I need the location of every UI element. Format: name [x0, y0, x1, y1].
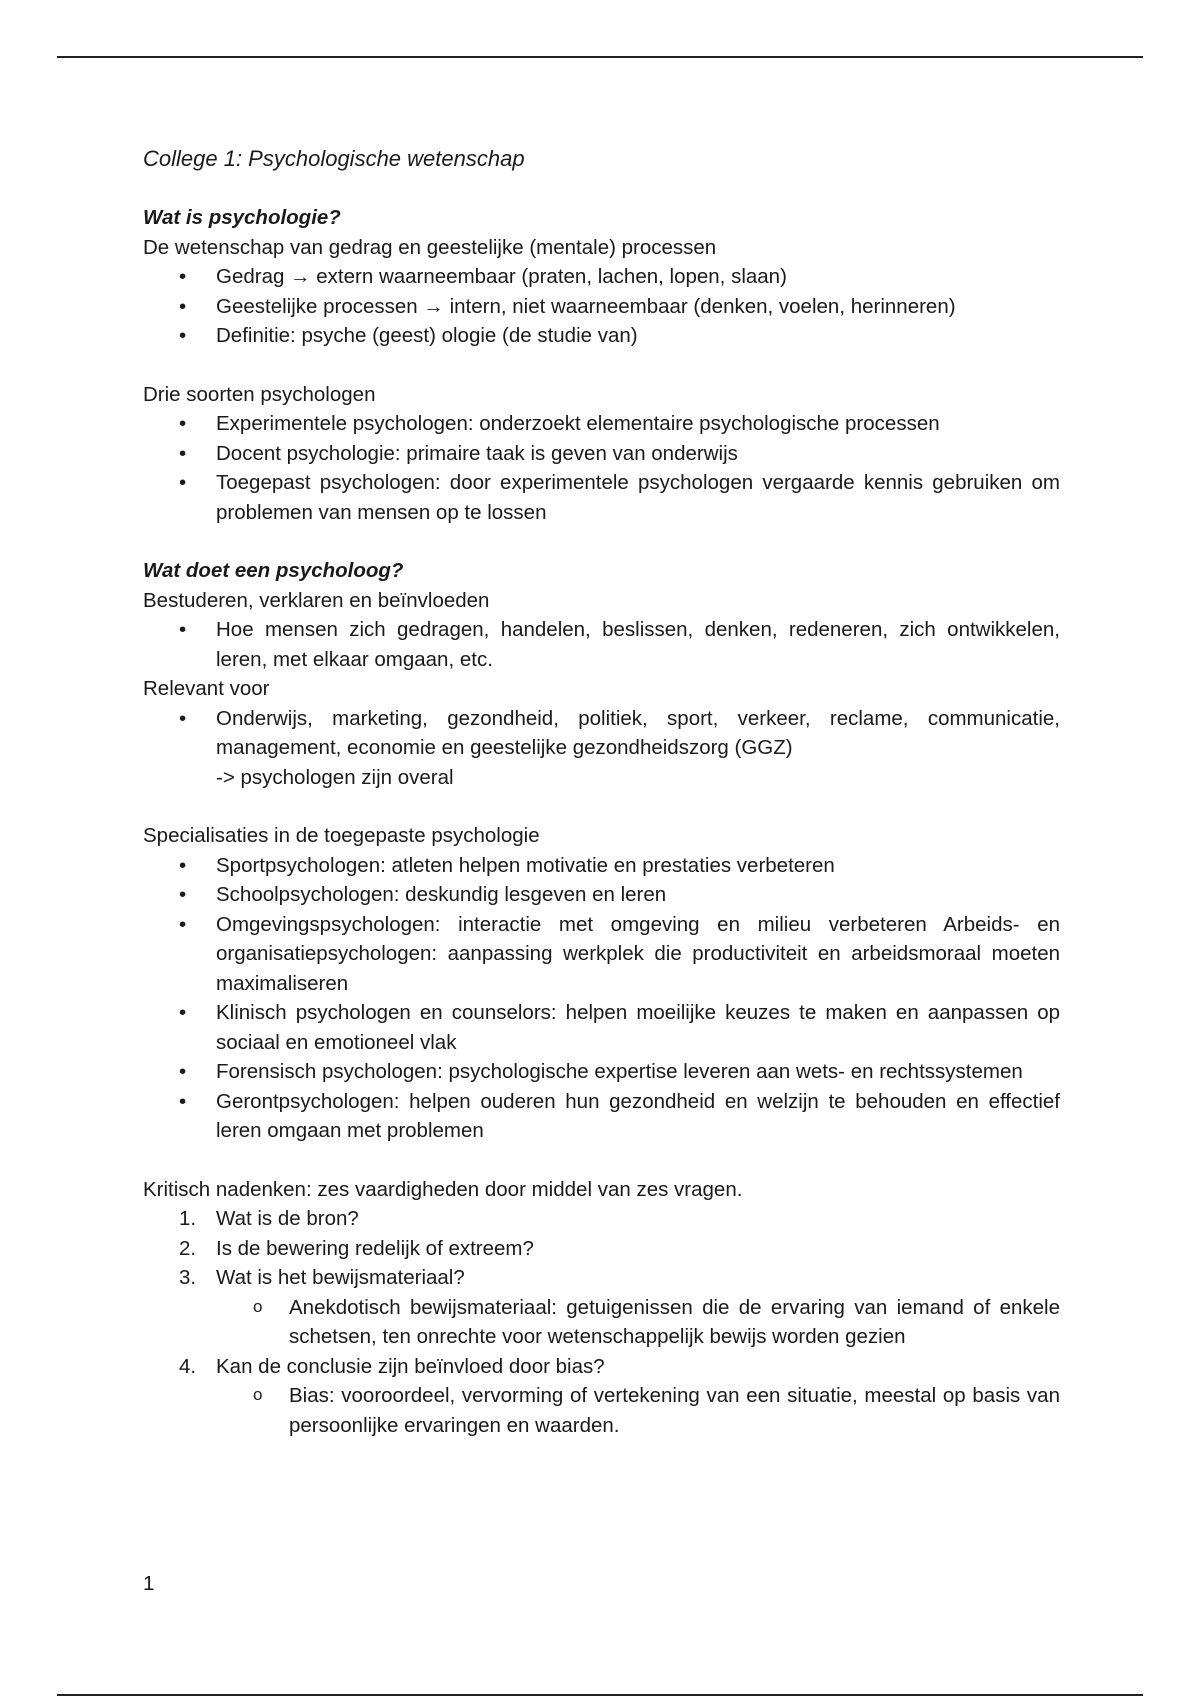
numbered-item	[143, 1352, 1060, 1441]
list-item: • Experimentele psychologen: onderzoekt elementaire psychologische processen	[143, 409, 1060, 439]
numbered-item	[143, 1204, 1060, 1234]
document-title: College 1: Psychologische wetenschap	[143, 146, 525, 171]
numbered-list	[143, 1204, 1060, 1440]
item-number: 1.	[179, 1207, 197, 1230]
section-intro: Specialisaties in de toegepaste psychologie	[143, 824, 540, 847]
item-text: Kan de conclusie zijn beïnvloed door bias?	[216, 1354, 605, 1378]
sub-list	[216, 1293, 1060, 1352]
list-item: • Klinisch psychologen en counselors: helpen moeilijke keuzes te maken en aanpassen op sociaal en emotioneel vlak	[143, 998, 1060, 1057]
sub-list	[216, 1381, 1060, 1440]
page-number: 1	[143, 1572, 155, 1595]
header-rule	[57, 56, 1143, 58]
sub-list-item: o Bias: vooroordeel, vervorming of vertekening van een situatie, meestal op basis van persoonlijke ervaringen en waarden.	[143, 1381, 1060, 1440]
bullet-list	[143, 851, 1060, 1146]
item-text: Is de bewering redelijk of extreem?	[216, 1236, 534, 1260]
bullet-list	[143, 704, 1060, 793]
document-body	[143, 142, 1060, 1440]
list-item	[143, 704, 1060, 793]
section-intro: Bestuderen, verklaren en beïnvloeden	[143, 588, 490, 612]
item-text: Wat is de bron?	[216, 1207, 359, 1230]
list-item: • Sportpsychologen: atleten helpen motivatie en prestaties verbeteren	[143, 851, 1060, 881]
list-item-text: Onderwijs, marketing, gezondheid, politiek, sport, verkeer, reclame, communicatie, management, economie en geestelijke gezondheidszorg (GGZ)	[216, 706, 1060, 759]
list-item: • Forensisch psychologen: psychologische expertise leveren aan wets- en rechtssystemen	[143, 1057, 1060, 1087]
section-heading-wat-is-psychologie: Wat is psychologie?	[143, 206, 341, 229]
list-item: • Hoe mensen zich gedragen, handelen, beslissen, denken, redeneren, zich ontwikkelen, leren, met elkaar omgaan, etc.	[143, 615, 1060, 674]
list-item: • Docent psychologie: primaire taak is geven van onderwijs	[143, 439, 1060, 469]
section-heading-wat-doet-een-psycholoog: Wat doet een psycholoog?	[143, 559, 404, 582]
section-intro: Relevant voor	[143, 677, 270, 700]
footer-rule	[57, 1694, 1143, 1696]
list-item: • Toegepast psychologen: door experimentele psychologen vergaarde kennis gebruiken om problemen van mensen op te lossen	[143, 468, 1060, 527]
section-intro: De wetenschap van gedrag en geestelijke (mentale) processen	[143, 235, 717, 259]
bullet-list	[143, 409, 1060, 527]
section-intro: Kritisch nadenken: zes vaardigheden door middel van zes vragen.	[143, 1177, 743, 1201]
bullet-list	[143, 262, 1060, 351]
item-number: 3.	[179, 1266, 197, 1289]
list-item-note: -> psychologen zijn overal	[216, 765, 454, 789]
list-item: • Gedrag → extern waarneembaar (praten, lachen, lopen, slaan)	[143, 262, 1060, 292]
list-item: • Gerontpsychologen: helpen ouderen hun gezondheid en welzijn te behouden en effectief leren omgaan met problemen	[143, 1087, 1060, 1146]
list-item: • Schoolpsychologen: deskundig lesgeven en leren	[143, 880, 1060, 910]
numbered-item	[143, 1263, 1060, 1352]
section-intro: Drie soorten psychologen	[143, 382, 376, 406]
sub-list-item: o Anekdotisch bewijsmateriaal: getuigenissen die de ervaring van iemand of enkele schetsen, ten onrechte voor wetenschappelijk bewijs worden gezien	[143, 1293, 1060, 1352]
item-number: 4.	[179, 1354, 197, 1378]
bullet-list	[143, 615, 1060, 674]
list-item: • Omgevingspsychologen: interactie met omgeving en milieu verbeteren Arbeids- en organisatiepsychologen: aanpassing werkplek die productiviteit en arbeidsmoraal moeten maximaliseren	[143, 910, 1060, 999]
numbered-item	[143, 1234, 1060, 1264]
list-item: • Geestelijke processen → intern, niet waarneembaar (denken, voelen, herinneren)	[143, 292, 1060, 322]
list-item: • Definitie: psyche (geest) ologie (de studie van)	[143, 321, 1060, 351]
item-number: 2.	[179, 1236, 197, 1260]
item-text: Wat is het bewijsmateriaal?	[216, 1266, 465, 1289]
